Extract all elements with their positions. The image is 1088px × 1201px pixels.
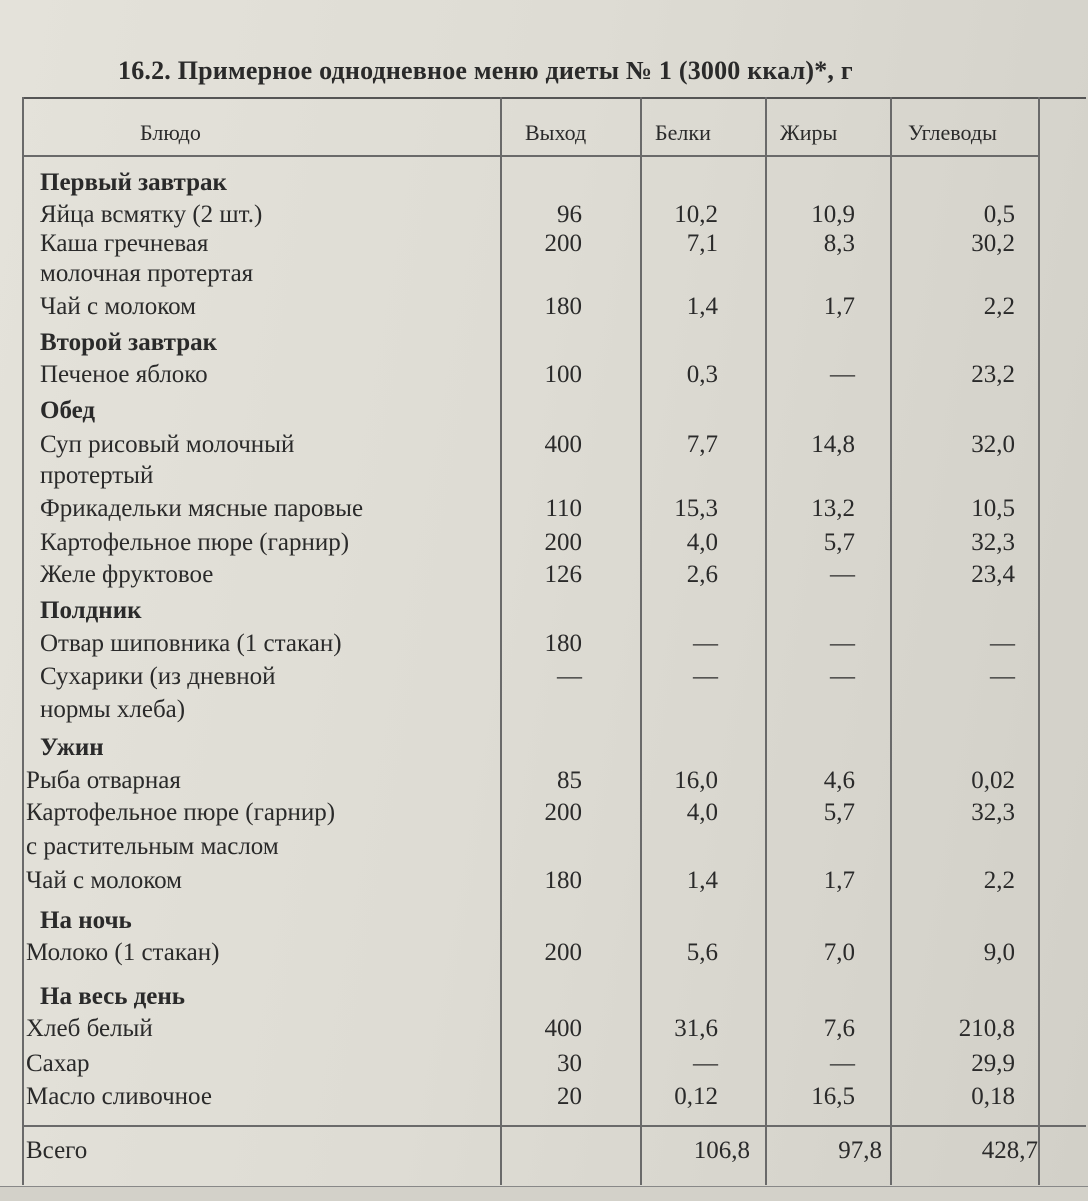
total-divider bbox=[22, 1125, 1086, 1127]
dish-name: Желе фруктовое bbox=[40, 561, 214, 588]
column-header: Блюдо bbox=[140, 120, 201, 145]
section-heading: Обед bbox=[40, 397, 96, 424]
yield-value: 100 bbox=[544, 361, 582, 388]
header-divider bbox=[22, 155, 1038, 157]
fat-value: 7,6 bbox=[823, 1015, 855, 1042]
table-title: 16.2. Примерное однодневное меню диеты № 1 (3000 ккал)*, г bbox=[118, 56, 853, 85]
protein-value: 7,1 bbox=[686, 230, 718, 257]
dish-name: Картофельное пюре (гарнир) bbox=[40, 529, 350, 556]
yield-value: 180 bbox=[544, 293, 582, 320]
carb-value: 0,02 bbox=[971, 767, 1015, 794]
dish-name: Чай с молоком bbox=[40, 293, 197, 320]
protein-value: 1,4 bbox=[686, 867, 718, 894]
yield-value: 200 bbox=[544, 230, 582, 257]
page-bottom-edge bbox=[0, 1186, 1088, 1201]
fat-value: 4,6 bbox=[823, 767, 855, 794]
fat-value: 14,8 bbox=[811, 431, 855, 458]
total-fat: 97,8 bbox=[838, 1137, 882, 1164]
fat-value: 16,5 bbox=[811, 1083, 855, 1110]
fat-value: 10,9 bbox=[811, 201, 855, 228]
carb-value: 23,2 bbox=[971, 361, 1015, 388]
carb-value: 10,5 bbox=[971, 495, 1015, 522]
section-heading: Полдник bbox=[40, 597, 142, 624]
dish-name: Суп рисовый молочный bbox=[40, 431, 295, 458]
fat-value: — bbox=[830, 630, 855, 657]
column-divider bbox=[765, 97, 767, 1185]
dish-name: Фрикадельки мясные паровые bbox=[40, 495, 364, 522]
column-header: Выход bbox=[525, 120, 587, 145]
protein-value: 0,12 bbox=[674, 1083, 718, 1110]
yield-value: 85 bbox=[557, 767, 582, 794]
dish-name: Чай с молоком bbox=[26, 867, 183, 894]
carb-value: 0,18 bbox=[971, 1083, 1015, 1110]
protein-value: 31,6 bbox=[674, 1015, 718, 1042]
fat-value: 13,2 bbox=[811, 495, 855, 522]
protein-value: 15,3 bbox=[674, 495, 718, 522]
carb-value: 32,0 bbox=[971, 431, 1015, 458]
fat-value: — bbox=[830, 361, 855, 388]
column-divider bbox=[640, 97, 642, 1185]
fat-value: 1,7 bbox=[823, 867, 855, 894]
protein-value: 4,0 bbox=[686, 529, 718, 556]
protein-value: 16,0 bbox=[674, 767, 718, 794]
fat-value: 1,7 bbox=[823, 293, 855, 320]
protein-value: 0,3 bbox=[686, 361, 718, 388]
column-header: Углеводы bbox=[908, 120, 997, 145]
yield-value: 180 bbox=[544, 867, 582, 894]
protein-value: — bbox=[693, 663, 718, 690]
carb-value: 32,3 bbox=[971, 529, 1015, 556]
yield-value: 20 bbox=[557, 1083, 582, 1110]
dish-name: Отвар шиповника (1 стакан) bbox=[40, 630, 342, 657]
column-divider bbox=[22, 97, 24, 1185]
yield-value: — bbox=[557, 663, 582, 690]
yield-value: 200 bbox=[544, 529, 582, 556]
column-divider bbox=[500, 97, 502, 1185]
carb-value: 2,2 bbox=[983, 867, 1015, 894]
dish-name: Рыба отварная bbox=[26, 767, 181, 794]
yield-value: 96 bbox=[557, 201, 582, 228]
protein-value: 4,0 bbox=[686, 799, 718, 826]
fat-value: — bbox=[830, 663, 855, 690]
yield-value: 400 bbox=[544, 431, 582, 458]
total-protein: 106,8 bbox=[693, 1137, 750, 1164]
dish-name: с растительным маслом bbox=[26, 833, 279, 860]
yield-value: 200 bbox=[544, 939, 582, 966]
carb-value: 210,8 bbox=[958, 1015, 1015, 1042]
section-heading: На весь день bbox=[40, 983, 186, 1010]
section-heading: Второй завтрак bbox=[40, 329, 218, 356]
carb-value: 9,0 bbox=[983, 939, 1015, 966]
fat-value: 5,7 bbox=[823, 529, 855, 556]
protein-value: — bbox=[693, 630, 718, 657]
fat-value: — bbox=[830, 561, 855, 588]
yield-value: 126 bbox=[544, 561, 582, 588]
yield-value: 200 bbox=[544, 799, 582, 826]
total-label: Всего bbox=[26, 1137, 88, 1164]
fat-value: 8,3 bbox=[823, 230, 855, 257]
section-heading: Первый завтрак bbox=[40, 169, 227, 196]
dish-name: Масло сливочное bbox=[26, 1083, 212, 1110]
carb-value: 30,2 bbox=[971, 230, 1015, 257]
protein-value: 5,6 bbox=[686, 939, 718, 966]
yield-value: 30 bbox=[557, 1050, 582, 1077]
protein-value: 1,4 bbox=[686, 293, 718, 320]
dish-name: Каша гречневая bbox=[40, 230, 209, 257]
section-heading: На ночь bbox=[40, 907, 132, 934]
dish-name: протертый bbox=[40, 462, 154, 489]
yield-value: 180 bbox=[544, 630, 582, 657]
dish-name: Картофельное пюре (гарнир) bbox=[26, 799, 336, 826]
column-header: Жиры bbox=[780, 120, 838, 145]
column-divider bbox=[1038, 97, 1040, 1185]
fat-value: — bbox=[830, 1050, 855, 1077]
carb-value: — bbox=[990, 663, 1015, 690]
yield-value: 110 bbox=[545, 495, 582, 522]
carb-value: 32,3 bbox=[971, 799, 1015, 826]
protein-value: 2,6 bbox=[686, 561, 718, 588]
carb-value: 23,4 bbox=[971, 561, 1015, 588]
dish-name: нормы хлеба) bbox=[40, 696, 186, 723]
total-carbs: 428,7 bbox=[981, 1137, 1038, 1164]
dish-name: Печеное яблоко bbox=[40, 361, 208, 388]
dish-name: Яйца всмятку (2 шт.) bbox=[40, 201, 263, 228]
carb-value: 29,9 bbox=[971, 1050, 1015, 1077]
dish-name: Сахар bbox=[26, 1050, 90, 1077]
dish-name: Хлеб белый bbox=[26, 1015, 153, 1042]
yield-value: 400 bbox=[544, 1015, 582, 1042]
carb-value: 2,2 bbox=[983, 293, 1015, 320]
fat-value: 5,7 bbox=[823, 799, 855, 826]
column-divider bbox=[890, 97, 892, 1185]
dish-name: Молоко (1 стакан) bbox=[26, 939, 220, 966]
protein-value: 7,7 bbox=[686, 431, 718, 458]
protein-value: — bbox=[693, 1050, 718, 1077]
dish-name: молочная протертая bbox=[40, 260, 254, 287]
protein-value: 10,2 bbox=[674, 201, 718, 228]
column-header: Белки bbox=[655, 120, 711, 145]
carb-value: 0,5 bbox=[983, 201, 1015, 228]
dish-name: Сухарики (из дневной bbox=[40, 663, 276, 690]
section-heading: Ужин bbox=[40, 734, 104, 761]
carb-value: — bbox=[990, 630, 1015, 657]
fat-value: 7,0 bbox=[823, 939, 855, 966]
